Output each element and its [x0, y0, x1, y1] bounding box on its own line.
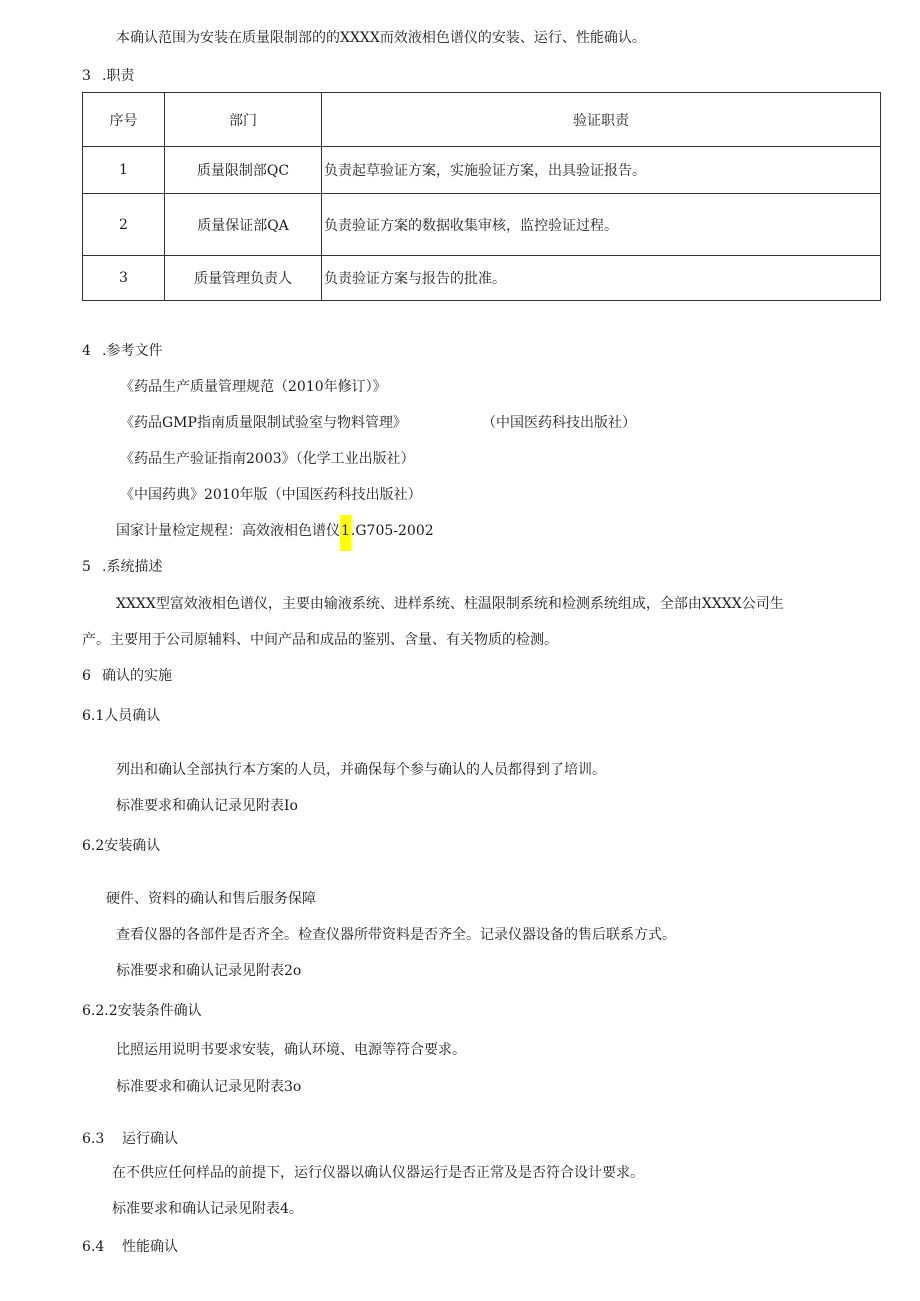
section-6-2-2-title: 6.2.2安装条件确认	[82, 1003, 202, 1019]
section-6-1-table-ref: 标准要求和确认记录见附表Io	[116, 798, 298, 814]
section-4-title: .参考文件	[102, 343, 163, 359]
section-6-4-number: 6.4	[82, 1239, 105, 1255]
section-6-4-title: 性能确认	[122, 1239, 178, 1255]
standard-reference	[116, 521, 434, 541]
section-6-2-2-table-ref: 标准要求和确认记录见附表3o	[116, 1079, 302, 1095]
table-row	[83, 194, 881, 256]
section-6-number: 6	[82, 668, 91, 684]
section-4-number: 4	[82, 343, 91, 359]
table-header-row	[83, 93, 881, 147]
standard-suffix: .G705-2002	[350, 523, 434, 539]
header-duty: 验证职责	[322, 93, 881, 147]
table-row	[83, 147, 881, 194]
scope-text: 本确认范围为安装在质量限制部的的XXXX而效液相色谱仪的安装、运行、性能确认。	[116, 30, 646, 46]
header-department: 部门	[165, 93, 322, 147]
header-seq: 序号	[83, 93, 165, 147]
cell-department: 质量限制部QC	[165, 147, 322, 194]
section-6-3-table-ref: 标准要求和确认记录见附表4。	[112, 1201, 303, 1217]
reference-item: 《药品生产质量管理规范（2010年修订）》	[120, 379, 387, 395]
section-6-2-text: 查看仪器的各部件是否齐全。检查仪器所带资料是否齐全。记录仪器设备的售后联系方式。	[116, 927, 676, 943]
standard-prefix: 国家计量检定规程：高效液相色谱仪	[116, 523, 340, 539]
responsibility-table	[82, 92, 881, 301]
section-5-title: .系统描述	[102, 559, 163, 575]
table-row	[83, 256, 881, 301]
section-6-2-2-text: 比照运用说明书要求安装，确认环境、电源等符合要求。	[116, 1042, 466, 1058]
section-6-3-number: 6.3	[82, 1131, 105, 1147]
section-5-number: 5	[82, 559, 91, 575]
section-6-3-text: 在不供应任何样品的前提下，运行仪器以确认仪器运行是否正常及是否符合设计要求。	[112, 1165, 644, 1181]
system-description-line-1: XXXX型富效液相色谱仪，主要由输液系统、进样系统、柱温限制系统和检测系统组成，全部由XXXX公司生	[116, 596, 784, 612]
section-3-number: 3	[82, 68, 91, 84]
section-6-2-subtitle: 硬件、资料的确认和售后服务保障	[106, 891, 316, 907]
reference-item: 《药品生产验证指南2003》（化学工业出版社）	[120, 451, 415, 467]
section-6-1-title: 6.1人员确认	[82, 708, 161, 724]
cell-duty: 负责起草验证方案，实施验证方案，出具验证报告。	[322, 147, 881, 194]
section-6-1-text: 列出和确认全部执行本方案的人员，并确保每个参与确认的人员都得到了培训。	[116, 762, 606, 778]
cell-department: 质量保证部QA	[165, 194, 322, 256]
cell-department: 质量管理负责人	[165, 256, 322, 301]
reference-item: 《药品GMP指南质量限制试验室与物料管理》	[120, 415, 407, 431]
section-6-3-title: 运行确认	[122, 1131, 178, 1147]
cell-duty: 负责验证方案与报告的批准。	[322, 256, 881, 301]
cell-duty: 负责验证方案的数据收集审核，监控验证过程。	[322, 194, 881, 256]
section-6-2-title: 6.2安装确认	[82, 838, 161, 854]
highlighted-text: 1	[340, 515, 351, 551]
reference-publisher: （中国医药科技出版社）	[482, 415, 636, 431]
cell-seq: 2	[83, 194, 165, 256]
section-3-title: .职责	[102, 68, 135, 84]
system-description-line-2: 产。主要用于公司原辅料、中间产品和成品的鉴别、含量、有关物质的检测。	[82, 632, 558, 648]
reference-item: 《中国药典》2010年版（中国医药科技出版社）	[120, 487, 422, 503]
section-6-title: 确认的实施	[102, 668, 172, 684]
cell-seq: 3	[83, 256, 165, 301]
section-6-2-table-ref: 标准要求和确认记录见附表2o	[116, 963, 302, 979]
cell-seq: 1	[83, 147, 165, 194]
